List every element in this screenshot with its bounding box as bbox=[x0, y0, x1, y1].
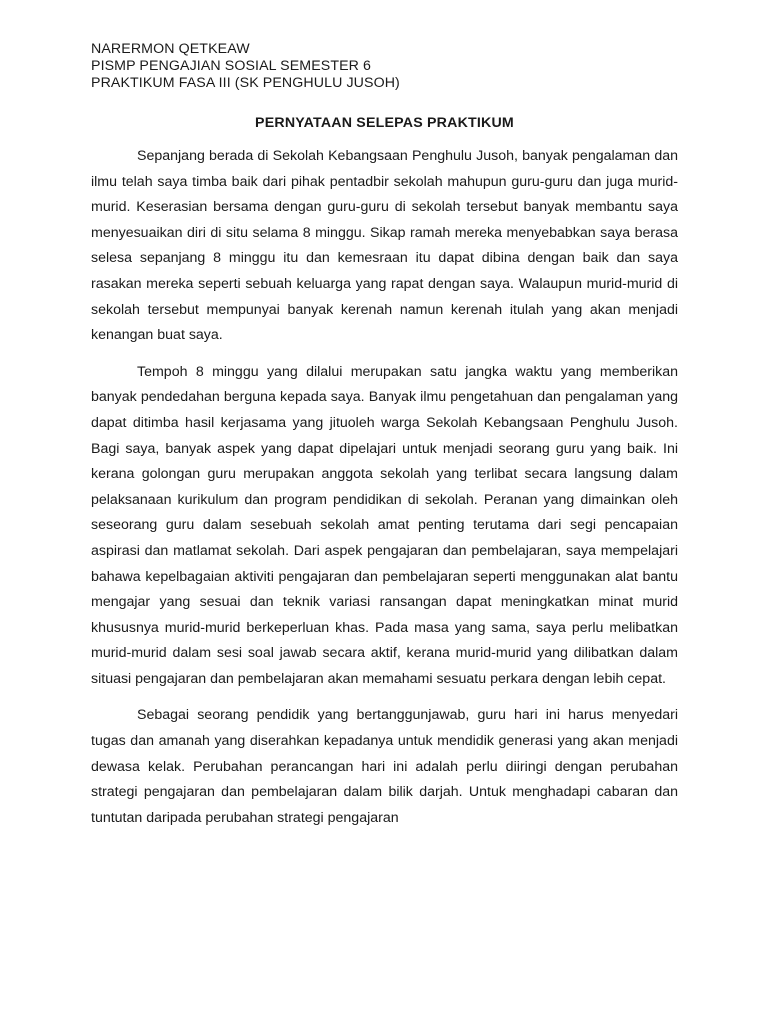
document-title: PERNYATAAN SELEPAS PRAKTIKUM bbox=[255, 115, 514, 131]
document-body bbox=[91, 144, 678, 831]
practicum-phase: PRAKTIKUM FASA III (SK PENGHULU JUSOH) bbox=[91, 75, 400, 91]
paragraph-3: Sebagai seorang pendidik yang bertanggunjawab, guru hari ini harus menyedari tugas dan amanah yang diserahkan kepadanya untuk mendidik generasi yang akan menjadi dewasa kelak. Perubahan perancangan hari ini adalah perlu diiringi dengan perubahan strategi pengajaran dan pembelajaran dalam bilik darjah. Untuk menghadapi cabaran dan tuntutan daripada perubahan strategi pengajaran bbox=[91, 707, 678, 826]
paragraph-1: Sepanjang berada di Sekolah Kebangsaan Penghulu Jusoh, banyak pengalaman dan ilmu telah saya timba baik dari pihak pentadbir sekolah mahupun guru-guru dan juga murid-murid. Keserasian bersama dengan guru-guru di sekolah tersebut banyak membantu saya menyesuaikan diri di situ selama 8 minggu. Sikap ramah mereka menyebabkan saya berasa selesa sepanjang 8 minggu itu dan kemesraan itu dapat dibina dengan baik dan saya rasakan mereka seperti sebuah keluarga yang rapat dengan saya. Walaupun murid-murid di sekolah tersebut mempunyai banyak kerenah namun kerenah itulah yang akan menjadi kenangan buat saya. bbox=[91, 148, 678, 344]
author-name: NARERMON QETKEAW bbox=[91, 41, 250, 57]
paragraph-2: Tempoh 8 minggu yang dilalui merupakan satu jangka waktu yang memberikan banyak pendedahan berguna kepada saya. Banyak ilmu pengetahuan dan pengalaman yang dapat ditimba hasil kerjasama yang jituoleh warga Sekolah Kebangsaan Penghulu Jusoh. Bagi saya, banyak aspek yang dapat dipelajari untuk menjadi seorang guru yang baik. Ini kerana golongan guru merupakan anggota sekolah yang terlibat secara langsung dalam pelaksanaan kurikulum dan program pendidikan di sekolah. Peranan yang dimainkan oleh seseorang guru dalam sesebuah sekolah amat penting terutama dari segi pencapaian aspirasi dan matlamat sekolah. Dari aspek pengajaran dan pembelajaran, saya mempelajari bahawa kepelbagaian aktiviti pengajaran dan pembelajaran seperti menggunakan alat bantu mengajar yang sesuai dan teknik variasi ransangan dapat meningkatkan minat murid khususnya murid-murid berkeperluan khas. Pada masa yang sama, saya perlu melibatkan murid-murid dalam sesi soal jawab secara aktif, kerana murid-murid yang dilibatkan dalam situasi pengajaran dan pembelajaran akan memahami sesuatu perkara dengan lebih cepat. bbox=[91, 363, 678, 687]
document-header bbox=[91, 41, 691, 92]
program-semester: PISMP PENGAJIAN SOSIAL SEMESTER 6 bbox=[91, 58, 372, 74]
